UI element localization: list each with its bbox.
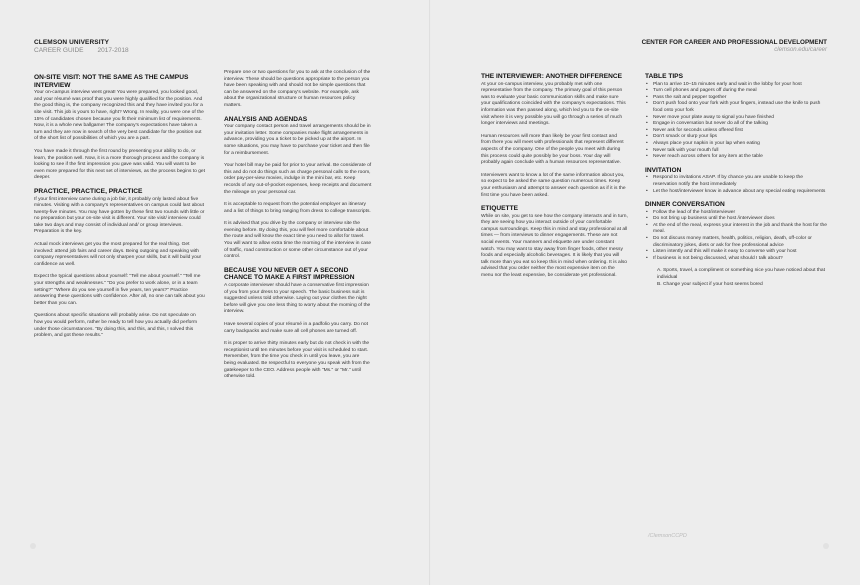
heading-first-impression: BECAUSE YOU NEVER GET A SECOND CHANCE TO MAKE A FIRST IMPRESSION (224, 266, 355, 282)
right-header (642, 39, 827, 53)
university-name: CLEMSON UNIVERSITY (34, 39, 110, 46)
paragraph: Have several copies of your résumé in a padfolio you carry. Do not carry backpacks and make sure all cell phones are turned off. (224, 322, 368, 334)
paragraph: Interviewers want to know a lot of the same information about you, so expect to be asked the same question numerous times. Keep your enthusiasm and attempt to answer each question as if it is the first time you have been asked. (481, 172, 626, 198)
invitation-list (645, 175, 827, 195)
dinner-sublist (657, 268, 827, 288)
list-item: • Let the host/interviewer know in advance about any special eating requirements (645, 189, 827, 196)
heading-interviewer: THE INTERVIEWER: ANOTHER DIFFERENCE (481, 73, 623, 80)
heading-onsite-visit: ON-SITE VISIT: NOT THE SAME AS THE CAMPUS INTERVIEW (34, 74, 189, 89)
paragraph: Your on-campus interview went great! You were prepared, you looked good, and your résumé was proof that you were highly qualified for the position. And the good thing is, the company recognized this and they have invited you for a site visit. This job is yours to have, right? Wrong. In reality, you were one of the 15% of candidates chosen because you fit their minimum list of requirements. Now, it is a whole new ballgame! The company's expectations have taken a turn and they are now in search of the very best candidate for the position out of the short list of possibilities of which you are a part. (34, 90, 204, 142)
heading-invitation: INVITATION (645, 166, 682, 174)
heading-table-tips: TABLE TIPS (645, 73, 683, 80)
sub-item: A. Sports, travel, a compliment or something nice you have noticed about that individual (657, 268, 826, 281)
guide-title (34, 47, 129, 54)
heading-analysis-agendas: ANALYSIS AND AGENDAS (224, 115, 308, 123)
list-item: • Do not bring up business until the host /interviewer does (645, 216, 827, 223)
dinner-list (645, 210, 827, 263)
heading-practice: PRACTICE, PRACTICE, PRACTICE (34, 187, 143, 195)
column-1 (34, 70, 206, 346)
paragraph: If your first interview came during a job fair, it probably only lasted about five minutes. Visiting with a company's representatives on campus could last about twenty-five minutes. You may have gotten by these first two rounds with little or no preparation but your on-site visit is different. Your site visit/ interview could take two days and may consist of individual and/ or group interviews. Preparation is the key. (34, 196, 205, 235)
guide-year: 2017-2018 (97, 47, 129, 54)
list-item: • At the end of the meal, express your interest in the job and thank the host for the meal. (645, 223, 827, 236)
list-item: • Engage in conversation but never do all of the talking (645, 121, 827, 128)
paragraph: It is acceptable to request from the potential employer an itinerary and a list of things to bring ranging from dress to college transcripts. (224, 202, 371, 214)
paragraph: Your hotel bill may be paid for prior to your arrival. Be considerate of this and do not do things such as charge personal calls to the room, order pay-per-view movies, indulge in the mini bar, etc. Keep records of any out-of-pocket expenses, keep receipts and document the mileage on your personal car. (224, 163, 372, 195)
left-header (34, 39, 129, 54)
list-item: • Plan to arrive 10–15 minutes early and wait in the lobby for your host (645, 82, 827, 89)
page-dot-right (823, 543, 829, 549)
list-item: • Respond to invitations ASAP. If by chance you are unable to keep the reservation notify the host immediately (645, 175, 827, 188)
paragraph: A corporate interviewer should have a conservative first impression of you from your dress to your speech. The basic business suit is suggested unless told otherwise. Laying out your clothes the night before will give you one less thing to worry about the morning of the interview. (224, 283, 371, 315)
paragraph: While on site, you get to see how the company interacts and in turn, they are seeing how you interact outside of your comfortable campus surroundings. Keep this in mind and stay professional at all times — from interviews to dinner engagements. These are not social events. Your manners and etiquette are under constant watch. You may want to stay away from finger foods, other messy foods and especially alcoholic beverages. It is likely that you will talk more than you eat so keep this in mind when ordering. It is also advised that you order neither the most expensive item on the menu nor the least expensive, be considerate yet professional. (481, 213, 628, 279)
list-item: • Never move your plate away to signal you have finished (645, 115, 827, 122)
paragraph: Prepare one or two questions for you to ask at the conclusion of the interview. These should be questions appropriate to the person you have been speaking with and should not be simple questions that can be answered on the company's website. For example, ask about the organizational structure or human resources policy matters. (224, 70, 371, 108)
column-4 (645, 70, 827, 288)
list-item: • Never ask for seconds unless offered first (645, 128, 827, 135)
list-item: • Don't smack or slurp your lips (645, 134, 827, 141)
paragraph: It is proper to arrive thirty minutes early but do not check in with the receptionist until ten minutes before your visit is scheduled to start. Remember, from the time you check in until you leave, you are being evaluated. Be respectful to everyone you speak with from the gatekeeper to the CEO. Address people with "Ms." or "Mr." until otherwise told. (224, 341, 370, 380)
paragraph: Your company contact person and travel arrangements should be in your invitation letter. Some companies make flight arrangements in advance, providing you a ticket to be picked up at the airport. In some situations, you may have to purchase your ticket and then file for a reimbursement. (224, 124, 371, 156)
list-item: • Always place your napkin in your lap when eating (645, 141, 827, 148)
page-dot-left (30, 543, 36, 549)
heading-etiquette: ETIQUETTE (481, 205, 518, 213)
list-item: • Pass the salt and pepper together (645, 95, 827, 102)
center-url: clemson.edu/career (774, 47, 827, 53)
paragraph: Human resources will more than likely be your first contact and from there you will meet with professionals that represent different aspects of the company. One of the people you meet with during this process could quite possibly be your boss. Your day will probably again conclude with a human resources representative. (481, 133, 624, 166)
list-item: • Never talk with your mouth full (645, 148, 827, 155)
paragraph: Actual mock interviews get you the most prepared for the real thing. Get involved: attend job fairs and career days. Being outgoing and speaking with company representatives will not only sharpen your skills, but it will build your confidence as well. (34, 242, 202, 267)
list-item: • If business is not being discussed, what should I talk about? (645, 256, 827, 263)
list-item: • Never reach across others for any item at the table (645, 154, 827, 161)
list-item: • Turn cell phones and pagers off during the meal (645, 88, 827, 95)
column-2 (224, 70, 372, 387)
column-3 (481, 70, 628, 286)
heading-dinner-conversation: DINNER CONVERSATION (645, 201, 725, 209)
paragraph: It is advised that you drive by the company or interview site the evening before. By doing this, you will feel more comfortable about the route and will know the exact time you need to allot for travel. You will want to allow extra time the morning of the interview in case of traffic, road construction or some other circumstance out of your control. (224, 221, 372, 260)
list-item: • Follow the lead of the host/interviewer (645, 210, 827, 217)
paragraph: Expect the typical questions about yourself: "Tell me about yourself." "Tell me your strengths and weaknesses." "Do you prefer to work alone, or in a team setting?" "Where do you see yourself in five years, ten years?" Practice answering these questions with confidence. After all, no one can talk about you better than you can. (34, 274, 205, 306)
list-item: • Don't push food onto your fork with your fingers, instead use the knife to push food onto your fork (645, 101, 827, 114)
center-name: CENTER FOR CAREER AND PROFESSIONAL DEVELOPMENT (641, 39, 827, 46)
sub-item: B. Change your subject if your host seems bored (657, 281, 763, 287)
social-handle: /ClemsonCCPD (648, 533, 687, 539)
paragraph: Questions about specific situations will probably arise. Do not speculate on how you would perform, rather be ready to tell how you actually did perform under those circumstances. "By doing this, and this, and this, I solved this problem, and got these results." (34, 313, 198, 339)
table-tips-list (645, 82, 827, 161)
paragraph: You have made it through the first round by presenting your ability to do, or learn, the position well. Now, it is a more thorough process and the company is looking to see if the first impression you gave was valid. You will want to be even more prepared for this next set of interviews, as the process begins to get deeper. (34, 148, 205, 181)
guide-label: CAREER GUIDE (34, 47, 84, 54)
paragraph: At your on-campus interview, you probably met with one representative from the company. The primary goal of this person was to evaluate your basic communication skills and make sure your qualifications coincided with the company's expectations. This information was then passed along, which led you to the on-site visit where it is very possible you will go through a series of much longer interviews and meetings. (481, 81, 626, 127)
list-item: • Listen intently and this will make it easy to converse with your host (645, 249, 827, 256)
list-item: • Do not discuss money matters, health, politics, religion, death, off-color or discriminatory jokes, diets or ask for free professional advice (645, 236, 827, 249)
